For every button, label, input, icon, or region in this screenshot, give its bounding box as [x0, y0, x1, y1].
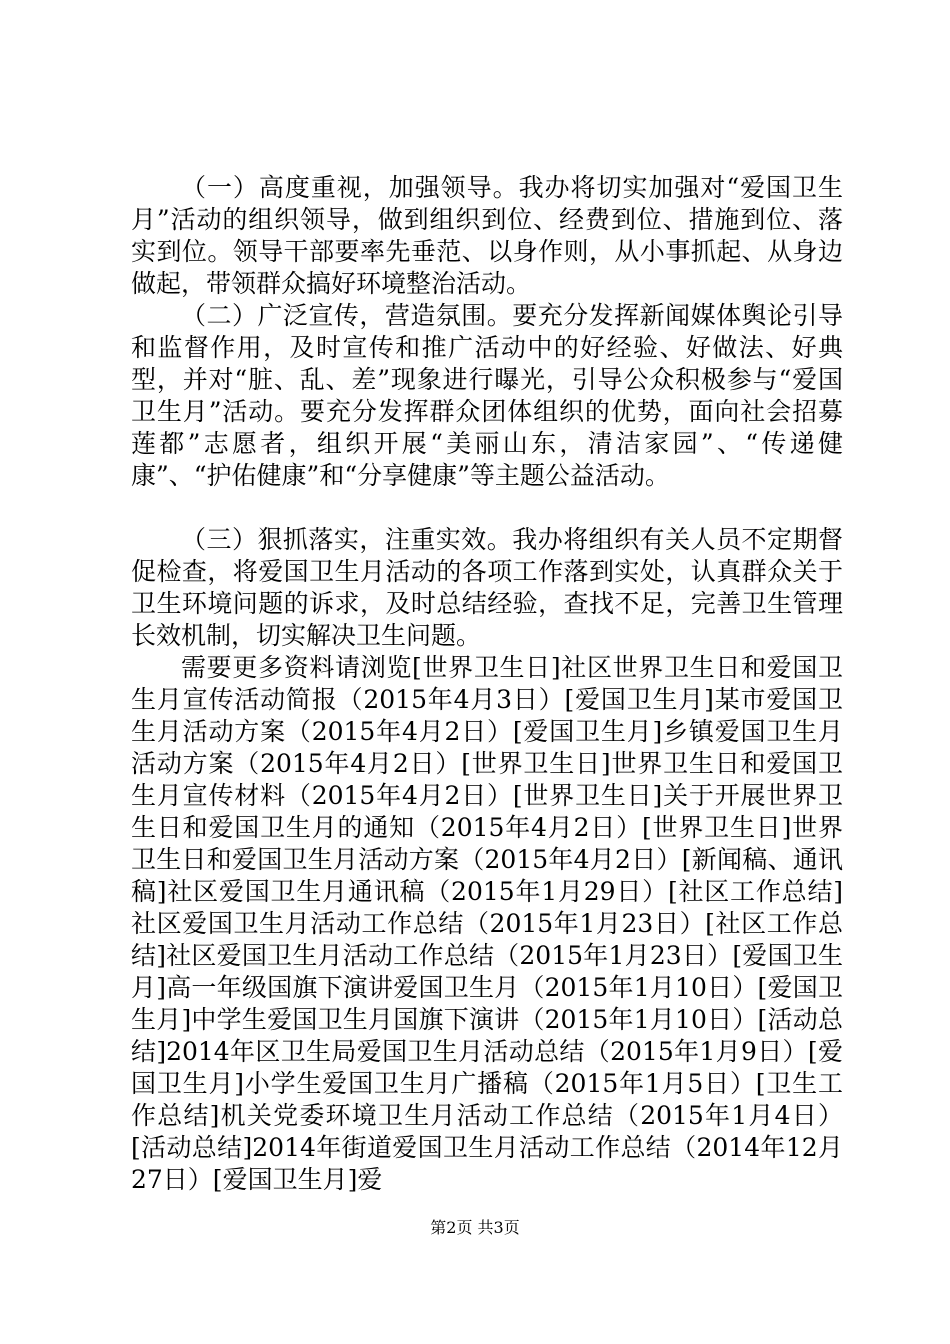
page-footer: 第2页 共3页 — [430, 1218, 520, 1237]
paragraph-publicity: （二）广泛宣传，营造氛围。要充分发挥新闻媒体舆论引导和监督作用，及时宣传和推广活动中的好经验、好做法、好典型，并对“脏、乱、差”现象进行曝光，引导公众积极参与“爱国卫生月”活动。要充分发挥群众团体组织的优势，面向社会招募莲都”志愿者，组织开展“美丽山东，清洁家园”、“传递健康”、“护佑健康”和“分享健康”等主题公益活动。 — [131, 301, 843, 490]
paragraph-implementation: （三）狠抓落实，注重实效。我办将组织有关人员不定期督促检查，将爱国卫生月活动的各项工作落到实处，认真群众关于卫生环境问题的诉求，及时总结经验，查找不足，完善卫生管理长效机制，切实解决卫生问题。 — [131, 525, 843, 650]
paragraph-more-resources: 需要更多资料请浏览[世界卫生日]社区世界卫生日和爱国卫生月宣传活动简报（2015年4月3日）[爱国卫生月]某市爱国卫生月活动方案（2015年4月2日）[爱国卫生月]乡镇爱国卫生月活动方案（2015年4月2日）[世界卫生日]世界卫生日和爱国卫生月宣传材料（2015年4月2日）[世界卫生日]关于开展世界卫生日和爱国卫生月的通知（2015年4月2日）[世界卫生日]世界卫生日和爱国卫生月活动方案（2015年4月2日）[新闻稿、通讯稿]社区爱国卫生月通讯稿（2015年1月29日）[社区工作总结]社区爱国卫生月活动工作总结（2015年1月23日）[社区工作总结]社区爱国卫生月活动工作总结（2015年1月23日）[爱国卫生月]高一年级国旗下演讲爱国卫生月（2015年1月10日）[爱国卫生月]中学生爱国卫生月国旗下演讲（2015年1月10日）[活动总结]2014年区卫生局爱国卫生月活动总结（2015年1月9日）[爱国卫生月]小学生爱国卫生月广播稿（2015年1月5日）[卫生工作总结]机关党委环境卫生月活动工作总结（2015年1月4日）[活动总结]2014年街道爱国卫生月活动工作总结（2014年12月27日）[爱国卫生月]爱 — [131, 653, 843, 1194]
document-body — [131, 172, 843, 1196]
paragraph-leadership: （一）高度重视，加强领导。我办将切实加强对“爱国卫生月”活动的组织领导，做到组织到位、经费到位、措施到位、落实到位。领导干部要率先垂范、以身作则，从小事抓起、从身边做起，带领群众搞好环境整治活动。 — [131, 173, 843, 298]
